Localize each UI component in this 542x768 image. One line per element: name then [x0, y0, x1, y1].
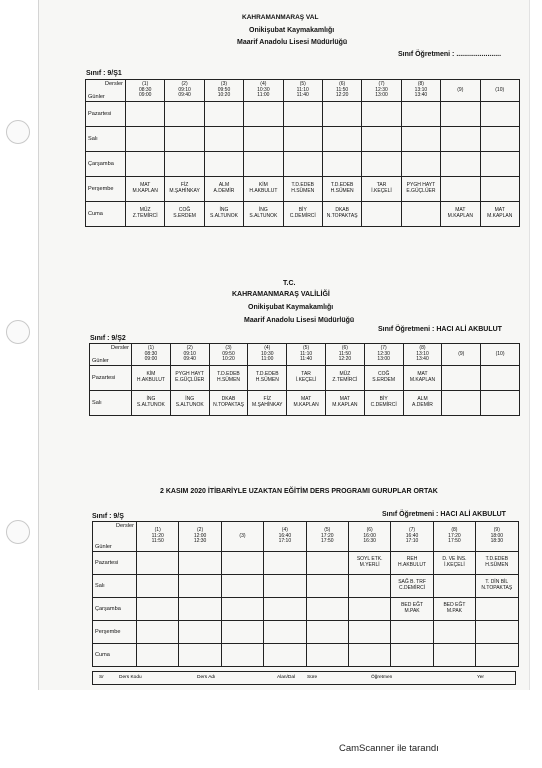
lesson-cell: COĞ S.ERDEM: [364, 366, 403, 391]
day-label: Salı: [93, 575, 137, 598]
period-number: (7): [380, 344, 387, 351]
binder-holes: [6, 0, 34, 690]
footer-place: Yer: [477, 675, 485, 680]
lesson-cell: [476, 644, 518, 667]
lesson-cell: [126, 152, 165, 177]
lesson-cell: [221, 575, 263, 598]
period-number: (7): [378, 80, 385, 87]
lesson-cell: MAT M.KAPLAN: [126, 177, 165, 202]
timetable-remote: [92, 521, 519, 667]
lesson-cell: [401, 127, 440, 152]
period-number: (2): [186, 344, 193, 351]
day-row: [86, 102, 520, 127]
lesson-cell: [244, 152, 283, 177]
remote-program-title: 2 KASIM 2020 İTİBARİYLE UZAKTAN EĞİTİM DERS PROGRAMI GURUPLAR ORTAK: [160, 488, 438, 495]
period-time: 11:10 11:40: [300, 350, 313, 363]
binder-hole: [6, 120, 30, 144]
period-number: (1): [154, 526, 161, 533]
period-header: [204, 80, 243, 102]
period-time: 08:30 09:00: [144, 350, 158, 363]
lesson-cell: [244, 127, 283, 152]
period-header: [287, 344, 326, 366]
corner-header: [86, 80, 126, 102]
period-number: (10): [495, 86, 505, 93]
lesson-cell: [322, 152, 361, 177]
period-header: [209, 344, 248, 366]
lesson-cell: [401, 102, 440, 127]
lesson-cell: [442, 366, 481, 391]
lesson-cell: [362, 152, 401, 177]
lesson-cell: [137, 552, 179, 575]
lesson-cell: SOYL ETK. M.YERLİ: [348, 552, 390, 575]
timetable-9s2: [89, 343, 520, 416]
scanner-watermark: CamScanner ile tarandı: [339, 743, 439, 754]
lesson-cell: [264, 598, 306, 621]
period-header: [441, 80, 480, 102]
footer-teacher: Öğretmen: [371, 675, 393, 680]
footer-sr: Sr: [99, 675, 104, 680]
period-header: [170, 344, 209, 366]
period-time: 17:20 17:50: [321, 532, 334, 545]
period-header: [126, 80, 165, 102]
lesson-cell: [480, 102, 519, 127]
lesson-cell: MAT M.KAPLAN: [403, 366, 442, 391]
class-label: Sınıf : 9/Ş1: [86, 70, 122, 77]
lesson-cell: BİY C.DEMİRCİ: [283, 202, 322, 227]
header-school: Maarif Anadolu Lisesi Müdürlüğü: [244, 317, 355, 324]
period-time: 12:30 13:00: [377, 350, 390, 363]
header-district: Onikişubat Kaymakamlığı: [248, 304, 334, 311]
lesson-cell: KİM H.AKBULUT: [132, 366, 171, 391]
period-header: [137, 522, 179, 552]
header-school: Maarif Anadolu Lisesi Müdürlüğü: [237, 39, 348, 46]
lesson-cell: BED EĞT M.PAK: [391, 598, 433, 621]
lessons-label: Dersler: [115, 523, 134, 529]
lesson-cell: [322, 102, 361, 127]
footer-field: Alan/Dal: [277, 675, 296, 680]
footer-course-code: Ders Kodu: [119, 675, 142, 680]
lesson-cell: [126, 102, 165, 127]
lesson-cell: DKAB N.TOPAKTAŞ: [209, 391, 248, 416]
lesson-cell: [306, 552, 348, 575]
period-number: (3): [239, 532, 246, 539]
lesson-cell: [348, 575, 390, 598]
period-number: (10): [495, 350, 505, 357]
lesson-cell: İNG S.ALTUNOK: [132, 391, 171, 416]
period-number: (9): [458, 350, 465, 357]
lesson-cell: [264, 552, 306, 575]
lesson-cell: MAT M.KAPLAN: [480, 202, 519, 227]
lesson-cell: [264, 575, 306, 598]
period-number: (2): [197, 526, 204, 533]
lesson-cell: [348, 598, 390, 621]
period-header: [322, 80, 361, 102]
lesson-cell: ALM A.DEMİR: [204, 177, 243, 202]
lesson-cell: [481, 391, 520, 416]
lesson-cell: [306, 575, 348, 598]
lesson-cell: [165, 152, 204, 177]
days-label: Günler: [88, 93, 105, 100]
lesson-cell: [179, 644, 221, 667]
lesson-cell: [165, 127, 204, 152]
day-row: [90, 366, 520, 391]
lesson-cell: [441, 152, 480, 177]
period-header: [264, 522, 306, 552]
lessons-label: Dersler: [110, 345, 129, 351]
lesson-cell: [137, 644, 179, 667]
lesson-cell: [433, 621, 475, 644]
lesson-cell: [442, 391, 481, 416]
lesson-cell: [433, 644, 475, 667]
day-row: [93, 644, 519, 667]
lesson-cell: T.D.EDEB H.SÜMEN: [283, 177, 322, 202]
header-tc: T.C.: [283, 280, 296, 287]
period-header: [476, 522, 518, 552]
period-number: (5): [324, 526, 331, 533]
day-row: [93, 552, 519, 575]
lesson-cell: [137, 575, 179, 598]
period-number: (4): [260, 80, 267, 87]
days-label: Günler: [92, 357, 109, 364]
period-header: [179, 522, 221, 552]
lesson-cell: İNG S.ALTUNOK: [204, 202, 243, 227]
header-governorate: KAHRAMANMARAŞ VALİLİĞİ: [232, 291, 330, 298]
lesson-cell: MAT M.KAPLAN: [287, 391, 326, 416]
lesson-cell: BİY C.DEMİRCİ: [364, 391, 403, 416]
lesson-cell: [391, 621, 433, 644]
period-time: 13:10 13:40: [414, 86, 428, 99]
period-number: (9): [457, 86, 464, 93]
lessons-label: Dersler: [104, 81, 123, 87]
lesson-cell: [283, 127, 322, 152]
period-header: [221, 522, 263, 552]
lesson-cell: [221, 552, 263, 575]
lesson-cell: [441, 102, 480, 127]
day-label: Çarşamba: [93, 598, 137, 621]
day-row: [93, 575, 519, 598]
lesson-cell: [264, 644, 306, 667]
period-header: [401, 80, 440, 102]
period-time: 11:50 12:20: [338, 350, 352, 363]
lesson-cell: [179, 552, 221, 575]
lesson-cell: [264, 621, 306, 644]
lesson-cell: [179, 575, 221, 598]
day-label: Perşembe: [86, 177, 126, 202]
binder-hole: [6, 520, 30, 544]
period-number: (7): [408, 526, 416, 533]
period-number: (2): [181, 80, 188, 87]
day-label: Perşembe: [93, 621, 137, 644]
period-number: (4): [281, 526, 288, 533]
lesson-cell: [306, 644, 348, 667]
period-time: 10:30 11:00: [261, 350, 274, 363]
lesson-cell: MAT M.KAPLAN: [325, 391, 364, 416]
lesson-cell: [401, 202, 440, 227]
period-time: 11:50 12:20: [335, 86, 349, 99]
period-number: (8): [417, 80, 424, 87]
lesson-cell: TAR İ.KEÇELİ: [287, 366, 326, 391]
period-number: (3): [225, 344, 232, 351]
day-label: Salı: [86, 127, 126, 152]
period-time: 18:00 18:30: [490, 532, 504, 545]
period-header: [442, 344, 481, 366]
period-header: [248, 344, 287, 366]
lesson-cell: T.D.EDEB H.SÜMEN: [322, 177, 361, 202]
day-row: [93, 598, 519, 621]
period-header: [364, 344, 403, 366]
period-header: [283, 80, 322, 102]
lesson-cell: [391, 644, 433, 667]
lesson-cell: [480, 127, 519, 152]
period-time: 13:10 13:40: [416, 350, 429, 363]
class-label: Sınıf : 9/Ş: [92, 513, 124, 520]
period-number: (4): [264, 344, 271, 351]
lesson-cell: [137, 598, 179, 621]
lesson-cell: [481, 366, 520, 391]
lesson-cell: [221, 598, 263, 621]
lesson-cell: PYGH HAYT E.GÜÇLÜER: [401, 177, 440, 202]
lesson-cell: T. DİN BİL N.TOPAKTAŞ: [476, 575, 518, 598]
lesson-cell: MAT M.KAPLAN: [441, 202, 480, 227]
footer-duration: Süre: [307, 675, 318, 680]
lesson-cell: [441, 127, 480, 152]
lesson-cell: MÜZ Z.TEMİRCİ: [126, 202, 165, 227]
period-time: 12:00 12:30: [193, 532, 207, 545]
period-header: [306, 522, 348, 552]
period-time: 09:10 09:40: [178, 86, 191, 99]
lesson-cell: D. VE İNS. İ.KEÇELİ: [433, 552, 475, 575]
header-governorate: KAHRAMANMARAŞ VAL: [242, 14, 319, 21]
lesson-cell: [179, 598, 221, 621]
lesson-cell: [306, 598, 348, 621]
period-time: 09:50 10:20: [222, 350, 235, 363]
lesson-cell: [476, 621, 518, 644]
lesson-cell: [283, 102, 322, 127]
day-label: Çarşamba: [86, 152, 126, 177]
lesson-cell: [221, 621, 263, 644]
timetable-9s1: [85, 79, 520, 227]
period-number: (8): [419, 344, 426, 351]
lesson-cell: DKAB N.TOPAKTAŞ: [322, 202, 361, 227]
lesson-cell: MÜZ Z.TEMİRCİ: [325, 366, 364, 391]
lesson-cell: [306, 621, 348, 644]
period-number: (9): [493, 526, 500, 533]
footer-course-name: Ders Adı: [197, 675, 216, 680]
period-time: 16:00 16:30: [363, 532, 376, 545]
lesson-cell: [476, 598, 518, 621]
day-row: [86, 202, 520, 227]
lesson-cell: COĞ S.ERDEM: [165, 202, 204, 227]
period-header: [362, 80, 401, 102]
day-row: [86, 177, 520, 202]
lesson-cell: İNG S.ALTUNOK: [170, 391, 209, 416]
period-time: 09:10 09:40: [183, 350, 196, 363]
period-number: (3): [220, 80, 228, 87]
lesson-cell: T.D.EDEB H.SÜMEN: [209, 366, 248, 391]
lesson-cell: [433, 575, 475, 598]
period-header: [132, 344, 171, 366]
day-label: Pazartesi: [90, 366, 132, 391]
class-teacher-label: Sınıf Öğretmeni : HACI ALİ AKBULUT: [378, 326, 502, 333]
lesson-cell: FİZ M.ŞAHİNKAY: [165, 177, 204, 202]
period-number: (8): [451, 526, 458, 533]
period-header: [244, 80, 283, 102]
days-label: Günler: [95, 543, 112, 550]
lesson-cell: KİM H.AKBULUT: [244, 177, 283, 202]
period-time: 10:30 11:00: [257, 86, 270, 99]
lesson-cell: [204, 152, 243, 177]
lesson-cell: İNG S.ALTUNOK: [244, 202, 283, 227]
lesson-cell: [348, 644, 390, 667]
lesson-cell: [165, 102, 204, 127]
lesson-cell: [283, 152, 322, 177]
day-label: Salı: [90, 391, 132, 416]
lesson-cell: [480, 177, 519, 202]
period-time: 11:20 11:50: [151, 532, 164, 545]
lesson-cell: [362, 102, 401, 127]
period-time: 17:20 17:50: [448, 532, 461, 545]
lesson-cell: ALM A.DEMİR: [403, 391, 442, 416]
lesson-cell: [179, 621, 221, 644]
period-header: [481, 344, 520, 366]
day-row: [90, 391, 520, 416]
period-header: [433, 522, 475, 552]
lesson-cell: [204, 127, 243, 152]
period-header: [325, 344, 364, 366]
lesson-cell: FİZ M.ŞAHİNKAY: [248, 391, 287, 416]
lesson-cell: [480, 152, 519, 177]
period-time: 16:40 17:10: [278, 532, 292, 545]
period-header: [403, 344, 442, 366]
corner-header: [90, 344, 132, 366]
lesson-cell: [204, 102, 243, 127]
period-time: 09:50 10:20: [217, 86, 231, 99]
lesson-cell: [348, 621, 390, 644]
period-time: 08:30 09:00: [138, 86, 152, 99]
period-number: (6): [339, 80, 346, 87]
lesson-cell: BED EĞT M.PAK: [433, 598, 475, 621]
header-district: Onikişubat Kaymakamlığı: [249, 27, 335, 34]
lesson-cell: T.D.EDEB H.SÜMEN: [248, 366, 287, 391]
lesson-cell: [401, 152, 440, 177]
period-number: (1): [147, 344, 154, 351]
period-number: (5): [299, 80, 306, 87]
day-label: Cuma: [93, 644, 137, 667]
binder-hole: [6, 320, 30, 344]
class-teacher-label: Sınıf Öğretmeni : .......................: [398, 51, 502, 58]
period-time: 11:10 11:40: [296, 86, 309, 99]
period-header: [165, 80, 204, 102]
day-label: Cuma: [86, 202, 126, 227]
day-label: Pazartesi: [86, 102, 126, 127]
day-label: Pazartesi: [93, 552, 137, 575]
period-header: [391, 522, 433, 552]
lesson-cell: [126, 127, 165, 152]
corner-header: [93, 522, 137, 552]
class-teacher-label: Sınıf Öğretmeni : HACI ALİ AKBULUT: [382, 511, 506, 518]
day-row: [93, 621, 519, 644]
lesson-cell: PYGH HAYT E.GÜÇLÜER: [170, 366, 209, 391]
period-number: (6): [341, 344, 348, 351]
lesson-cell: [322, 127, 361, 152]
lesson-cell: [362, 127, 401, 152]
lesson-cell: T.D.EDEB H.SÜMEN: [476, 552, 518, 575]
period-number: (1): [142, 80, 149, 87]
lesson-cell: [244, 102, 283, 127]
lesson-cell: [221, 644, 263, 667]
period-time: 16:40 17:10: [405, 532, 419, 545]
lesson-cell: SAĞ B. TRF C.DEMİRCİ: [391, 575, 433, 598]
period-header: [348, 522, 390, 552]
lesson-cell: [137, 621, 179, 644]
period-number: (5): [303, 344, 310, 351]
period-header: [480, 80, 519, 102]
lesson-cell: [441, 177, 480, 202]
lesson-cell: REH H.AKBULUT: [391, 552, 433, 575]
day-row: [86, 152, 520, 177]
course-footer-bar: [92, 671, 516, 685]
lesson-cell: TAR İ.KEÇELİ: [362, 177, 401, 202]
period-time: 12:30 13:00: [375, 86, 388, 99]
class-label: Sınıf : 9/Ş2: [90, 335, 126, 342]
period-number: (6): [366, 526, 373, 533]
day-row: [86, 127, 520, 152]
lesson-cell: [362, 202, 401, 227]
